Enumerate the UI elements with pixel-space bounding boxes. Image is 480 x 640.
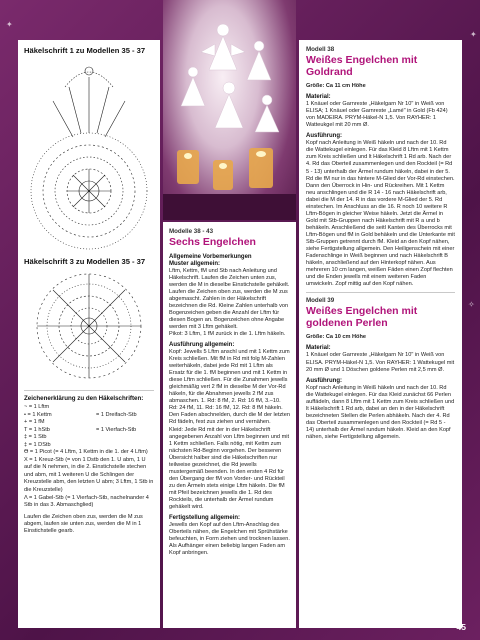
angel-ornaments-image <box>163 0 296 220</box>
model-title: Weißes Engelchen mit goldenen Perlen <box>306 305 418 329</box>
legend-item: ‡ = 1 Stb <box>24 434 47 441</box>
chart1-title: Häkelschrift 1 zu Modellen 35 - 37 <box>24 46 146 55</box>
legend-item: Ɵ = 1 Picot (= 4 Lftm, 1 Kettm in die 1. der 4 Lftm) <box>24 449 148 456</box>
size-text: Größe: Ca 11 cm Höhe <box>306 83 366 90</box>
legend-title: Zeichenerklärung zu den Häkelschriften: <box>24 395 144 402</box>
legend-item: X = 1 Kreuz-Stb (= von 1 Dstb den 1. U abm, 1 U auf die N nehmen, in die 2. Einstichstelle stechen und abm, mit 1 weiteren U die Schlingen der Kreuzstelle abm, den letzten U abm; 3 Lftm, 1 Stb in die Kreuzstelle) <box>24 456 154 494</box>
model-title: Sechs Engelchen <box>169 236 256 248</box>
section-text: Kopf: Jewells 5 Lftm anschl und mit 1 Kettm zum Kreis schließen. Mit fM in Rd mit folg M-Zahlen weiterhäkeln, dabei jede Rd mit 1 Lftm als Ersatz für die 1. fM beginnen und mit 1 Kettm in diese Lftm schließen. Für die Zunahmen jewells gleichmäßig vert 2 fM in dieselbe M der Vor-Rd häkeln, für die Abnahmen jewells 2 fM zus abmaschen. 1. Rd: 8 fM, 2. Rd: 16 fM, 3.–10. Rd: 24 fM, 11. Rd: 16 fM, 12. Rd: 8 fM häkeln. Den Faden abschnelden, durch die M der letzten Rd fädeln, fest zus ziehen und vernähen. <box>169 349 290 426</box>
legend <box>24 404 154 510</box>
section-subtitle: Muster allgemein: <box>169 260 221 267</box>
section-title: Ausführung allgemein: <box>169 342 235 349</box>
legend-item: = 1 Vierfach-Stb <box>96 427 137 433</box>
section-text: Kopf nach Anleitung in Weiß häkeln und nach der 10. Rd die Wattekugel einlegen. Für das Kleid zunächst 66 Perlen auffädeln, dann 8 Lftm mit 1 Kettm zum Kreis schließen und lt Häkelschrift 1 Rd arb, dabei an den in der Häkelschrift bezeichneten Stellen die Perlen abhäkeln. Nach der 4. Rd das Oberteil zusammenlegen und den Rockteil (= Rd 5 - 14) unterhalb der Ärmel rundum häkeln. Kleid an den Kopf nähen, siehe Fertigstellung allgemein. <box>306 384 455 440</box>
section-text: Kleid: Jede Rd mit der in der Häkelschrift angegebenen Anzahl von Lftm beginnen und mit 1 Kettm schließen. Falls nötig, mit Kettm zum nächsten Rd-Beginn vorgehen. Der besseren Übersicht halber sind die Häkelschriften nur teilweise gezeichnet, die Rd jewells mustergemäß beenden. In den ersten 4 Rd für den Übergang der fM von Vorder- und Rückteil zu den Ärmeln stets einige Lftm häkeln. Die fM mit Pfeil bezeichnen jewells die 1. Rd des Rockteils, die unterhalb der Ärmel rundum gehäkelt wird. <box>169 426 290 511</box>
legend-note: Laufen die Zeichen oben zus, werden die M zus abgem, laufen sie unten zus, werden die M in 1 Einstichstelle gearb. <box>24 513 143 534</box>
model-title: Weißes Engelchen mit Goldrand <box>306 54 418 78</box>
section-text: Pikot: 3 Lftm, 1 fM zurück in die 1. Lftm häkeln. <box>169 330 286 337</box>
size-text: Größe: Ca 10 cm Höhe <box>306 334 366 341</box>
left-column <box>18 40 160 628</box>
sparkle-icon: ✦ <box>470 30 477 39</box>
section-title: Allgemeine Vorbemerkungen <box>169 253 252 260</box>
legend-item: ‡ = 1 DStb <box>24 441 51 448</box>
crochet-chart-1 <box>25 57 153 255</box>
section-title: Material: <box>306 345 331 352</box>
middle-column <box>163 222 296 628</box>
page-number: 45 <box>456 622 466 632</box>
section-text: Kopf nach Anleitung in Weiß häkeln und nach der 10. Rd die Wattekugel einlegen. Für das Kleid 8 Lftm mit 1 Kettm zum Kreis schließen und lt Häkelschrift 1 Rd arb. Nach der 4. Rd das Oberteil zusammenlegen und den Rockteil (= Rd 5 - 13) unterhalb der Ärmel rundum häkeln, dabei in der 5. Rd die fM nur in das hintere M-Glied der Vor-Rd einstechen. Dann den Überrock in Hin- und Rückreihen. Mit 1 Kettm neu anschlingen und die R 14 - 16 nach Häkelschrift arb, dabei die M der 14. R in das vordere M-Glied der 5. Rd einstechen. Im Anschluss an die 16. R noch 10 weitere R Lftm-Bögen in gleicher Weise häkeln. Jetzt die Ärmel in Gold mit Stb-Gruppen nach Häkelschrift mit R a und b behäkeln. Anschließend die seitl Kanten des Überrocks mit Lftm-Bögen und fM in Gold behäkeln und die Unterkante mit Stb-Gruppen getrennt durch fM. Kleid an den Kopf nähen, siehe Fertigstellung allgemein. Den Heiligenschein mit einer Fadenschlinge in Weiß beginnen und nach Häkelschrift B häkeln, anschließend auf den Hinterkopf nähen. Aus mehreren 10 cm langen, weißen Fäden einen Zopf flechten und die Enden jewells mit einem weiteren Faden umwickeln. Zopf mittig auf den Kopf nähen. <box>306 140 455 288</box>
section-title: Material: <box>306 94 331 101</box>
section-text: 1 Knäuel oder Garnreste „Häkelgarn Nr 10" in Weiß von ELISA; 1 Knäuel oder Garnreste „Lamé" in Gold (Fb 424) von MADEIRA. PRYM-Häkel-N 1,5. Von RAYHER: 1 Watteukgel mit 20 mm Ø. <box>306 101 448 129</box>
angels-photo <box>163 0 296 220</box>
section-title: Ausführung: <box>306 377 342 384</box>
right-column <box>299 40 462 628</box>
legend-item: • = 1 Kettm <box>24 411 52 418</box>
section-title: Fertigstellung allgemein: <box>169 515 241 522</box>
section-text: Lftm, Kettm, fM und Stb nach Anleitung und Häkelschrift. Laufen die Zeichen unten zus, werden die M in dieselbe Einstichstelle gehäkelt. Laufen die Zeichen oben zus, werden die M zus abgemascht. Zahlen in der Häkelschrift bezeichnen die Rd. Kleine Zahlen unterhalb von Bogenzeichen geben die Anzahl der Lftm für diesen Bogen an. Bogenzeichen ohne Angabe werden mit 3 Lftm gehäkelt. <box>169 267 290 330</box>
legend-item: + = 1 fM <box>24 419 45 426</box>
section-text: 1 Knäuel oder Garnreste „Häkelgarn Nr 10" in Weiß von ELISA. PRYM-Häkel-N 1,5. Von RAYHER: 1 Wattekugel mit 20 mm Ø und 1 Döschen goldene Perlen mit 2,5 mm Ø. <box>306 352 455 373</box>
legend-item: = 1 Dreifach-Stb <box>96 412 137 418</box>
sparkle-icon: ✦ <box>6 20 13 29</box>
section-text: Jewells den Kopf auf den Lftm-Anschlag des Oberteils nähen, die Engelchen mit Sprühstärke befeuchten, in Form ziehen und trocknen lassen. Als Aufhänger einen beliebig langen Faden am Kopf anbringen. <box>169 522 290 557</box>
legend-item: Λ = 1 Gabel-Stb (= 1 Vierfach-Stb, nachelnander 4 Stb in das 3. Abmaschglied) <box>24 494 149 509</box>
model-label: Modelle 38 - 43 <box>169 228 214 235</box>
model-label: Modell 38 <box>306 46 335 53</box>
crochet-chart-3 <box>25 268 153 386</box>
divider <box>306 292 455 293</box>
section-title: Ausführung: <box>306 133 342 140</box>
chart3-title: Häkelschrift 3 zu Modellen 35 - 37 <box>24 257 146 266</box>
model-label: Modell 39 <box>306 297 335 305</box>
legend-item: ~ = 1 Lftm <box>24 404 50 410</box>
sparkle-icon: ✧ <box>468 300 475 309</box>
divider <box>24 390 154 391</box>
legend-item: T = 1 hStb <box>24 426 50 433</box>
